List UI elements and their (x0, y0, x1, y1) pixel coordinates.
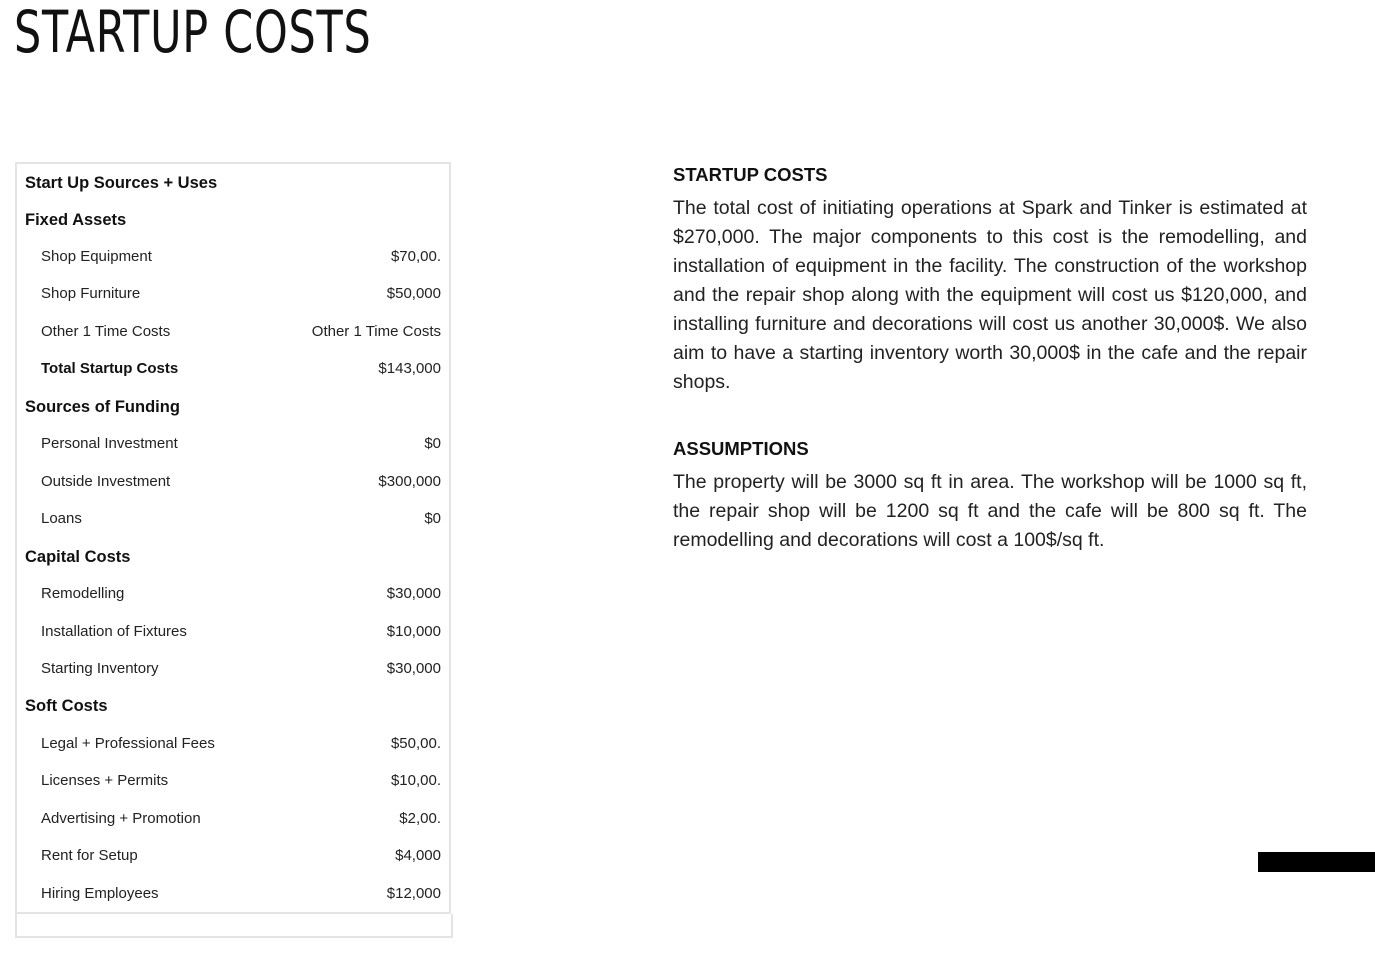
row-label: Shop Equipment (41, 248, 152, 265)
row-label: Loans (41, 510, 82, 527)
table-row (17, 314, 449, 350)
startup-costs-text: The total cost of initiating operations at Spark and Tinker is estimated at $270,000. The major components to this cost is the remodelling, and installation of equipment in the facility. The construction of the workshop and the repair shop along with the equipment will cost us $120,000, and installing furniture and decorations will cost us another 30,000$. We also aim to have a starting inventory worth 30,000$ in the cafe and the repair shops. (673, 197, 1307, 393)
table-heading (17, 165, 449, 201)
row-label: Rent for Setup (41, 847, 138, 864)
assumptions-text: The property will be 3000 sq ft in area. The workshop will be 1000 sq ft, the repair shop will be 1200 sq ft and the cafe will be 800 sq ft. The remodelling and decorations will cost a 100$/sq ft. (673, 471, 1307, 551)
section-heading-capital-costs: Capital Costs (25, 548, 131, 566)
row-value: Other 1 Time Costs (311, 323, 441, 340)
row-label: Advertising + Promotion (41, 810, 201, 827)
row-value: $30,000 (386, 660, 441, 677)
table-heading-label: Start Up Sources + Uses (25, 174, 218, 192)
table-row (17, 239, 449, 275)
table-row-total (17, 351, 449, 387)
row-value: $50,00. (390, 735, 441, 752)
table-row (17, 426, 449, 462)
row-value: $0 (424, 435, 441, 452)
row-value: $300,000 (378, 473, 441, 490)
section-heading-sources-of-funding: Sources of Funding (25, 398, 180, 416)
table-row (17, 464, 449, 500)
row-value: $10,00. (390, 772, 441, 789)
table-row (17, 763, 449, 799)
section-heading-soft-costs: Soft Costs (25, 697, 108, 715)
row-label: Starting Inventory (41, 660, 159, 677)
row-value: $0 (424, 510, 441, 527)
row-label: Outside Investment (41, 473, 171, 490)
row-value: $2,00. (399, 810, 441, 827)
redaction-bar (1258, 852, 1375, 872)
row-value: $4,000 (395, 847, 441, 864)
row-label: Total Startup Costs (41, 360, 179, 377)
table-footer (15, 914, 453, 938)
row-value: $143,000 (378, 360, 441, 377)
page-title: STARTUP COSTS (14, 0, 372, 66)
row-label: Personal Investment (41, 435, 178, 452)
row-value: $30,000 (386, 585, 441, 602)
assumptions-section (673, 437, 1313, 555)
table-row (17, 651, 449, 687)
assumptions-heading: ASSUMPTIONS (673, 438, 809, 459)
table-row (17, 838, 449, 874)
row-label: Remodelling (41, 585, 125, 602)
table-row (17, 576, 449, 612)
row-label: Hiring Employees (41, 885, 159, 902)
table-row (17, 726, 449, 762)
section-heading-fixed-assets: Fixed Assets (25, 211, 127, 229)
table-row (17, 276, 449, 312)
startup-costs-table (15, 162, 451, 914)
row-label: Shop Furniture (41, 285, 141, 302)
row-label: Legal + Professional Fees (41, 735, 215, 752)
table-row (17, 614, 449, 650)
row-value: $12,000 (386, 885, 441, 902)
row-value: $50,000 (386, 285, 441, 302)
startup-costs-heading: STARTUP COSTS (673, 164, 828, 185)
startup-costs-section (673, 163, 1313, 397)
row-value: $70,00. (390, 248, 441, 265)
table-row (17, 876, 449, 912)
row-value: $10,000 (386, 623, 441, 640)
table-row (17, 501, 449, 537)
row-label: Other 1 Time Costs (41, 323, 171, 340)
row-label: Licenses + Permits (41, 772, 169, 789)
table-row (17, 801, 449, 837)
row-label: Installation of Fixtures (41, 623, 187, 640)
